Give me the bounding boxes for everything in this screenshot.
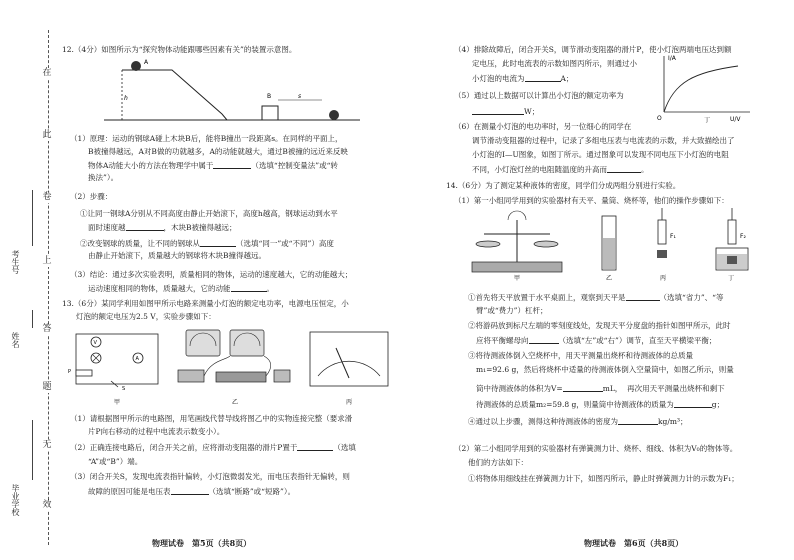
q14-1c-4: 待测液体的总质量m₂=59.8 g，则量筒中待测液体的质量为 g；	[476, 400, 725, 409]
spring-scale-c	[658, 220, 666, 244]
answer-blank[interactable]	[231, 283, 267, 292]
q13-3-line1: （3）闭合开关S，发现电流表指针偏转，小灯泡微弱发光，而电压表指针无偏转，则	[70, 472, 350, 481]
ball-end	[329, 110, 339, 120]
seal-char: 题	[38, 382, 56, 393]
page-footer-left: 物理试卷 第5页（共8页）	[152, 538, 252, 548]
q14-2c: ①将物体用细线挂在弹簧测力计下，如图丙所示，静止时弹簧测力计的示数为F₁；	[468, 474, 739, 483]
q13-figure	[66, 326, 402, 410]
q13-1-line1: （1）请根据图甲所示的电路图，用笔画线代替导线将图乙中的实物连接完整（要求滑	[70, 414, 353, 423]
svg-text:F₁: F₁	[670, 233, 676, 240]
q14-1-head: （1）第一小组同学用到的实验器材有天平、量筒、烧杯等，他们的操作步骤如下：	[454, 196, 729, 205]
answer-blank[interactable]	[171, 486, 209, 495]
q12-2-line3: ②改变钢球的质量，让不同的钢球从 （选填“同一”或“不同”）高度	[80, 239, 334, 248]
seal-dashed-line	[48, 30, 49, 545]
q13-4-line3: 小灯泡的电流为 A；	[472, 74, 574, 83]
q13-1-line2: 片P向右移动的过程中电流表示数变小）。	[88, 427, 225, 436]
graph-name: 丁	[704, 117, 711, 124]
q13-6-line2: 调节滑动变阻器的过程中，记录了多组电压表与电流表的示数，并大致描绘出了	[472, 136, 735, 145]
q12-2-head: （2）步骤：	[70, 192, 113, 201]
graph-origin: O	[657, 115, 662, 122]
answer-blank[interactable]	[297, 442, 333, 451]
rheostat-device	[216, 372, 266, 382]
q13-5-blank: W；	[472, 106, 539, 117]
iu-graph	[654, 52, 754, 124]
label-yi2: 乙	[606, 275, 613, 282]
q13-5: （5）通过以上数据可以计算出小灯泡的额定功率为	[454, 91, 624, 100]
lamp-device	[274, 370, 290, 382]
seal-char: 上	[38, 256, 56, 267]
q12-title: 12.（4分）如图所示为“探究物体动能跟哪些因素有关”的装置示意图。	[62, 45, 297, 54]
q12-figure	[102, 58, 362, 128]
q13-4-line1: （4）排除故障后，闭合开关S，调节滑动变阻器的滑片P，使小灯泡两端电压达到额	[454, 45, 732, 54]
page-footer-right: 物理试卷 第6页（共8页）	[584, 538, 684, 548]
label-a: A	[144, 59, 149, 66]
svg-text:S: S	[122, 386, 126, 392]
binding-margin	[0, 0, 60, 560]
q12-2-line2: 面时速度越 ，木块B被撞得越远；	[88, 223, 237, 232]
q14-2b: 他们的方法如下：	[468, 458, 528, 467]
q13-2-line2: “A”或“B”）端。	[88, 457, 143, 466]
answer-blank[interactable]	[472, 106, 524, 115]
label-yi: 乙	[232, 399, 239, 406]
school-field[interactable]	[6, 420, 30, 530]
graph-xlabel: U/V	[730, 116, 741, 123]
ball-a	[131, 61, 141, 71]
exam-number-field[interactable]	[6, 190, 30, 290]
label-b: B	[267, 93, 272, 100]
answer-blank[interactable]	[563, 383, 603, 392]
q12-2-line4: 由静止开始滚下，质量越大的钢球将木块B撞得越远。	[88, 251, 267, 260]
answer-blank[interactable]	[525, 73, 561, 82]
answer-blank[interactable]	[618, 416, 658, 425]
answer-blank[interactable]	[126, 222, 164, 231]
q14-1a: ①首先将天平放置于水平桌面上，观察到天平是 （选填“省力”、“等	[468, 293, 724, 302]
name-field[interactable]	[6, 310, 30, 390]
q12-3-line2: 运动速度相同的物体，质量越大，它的动能 。	[88, 284, 274, 293]
svg-text:A: A	[135, 356, 139, 362]
q12-3-line1: （3）结论：通过多次实验表明，质量相同的物体，运动的速度越大，它的动能越大；	[70, 270, 353, 279]
label-s: s	[298, 93, 302, 100]
rheostat-symbol	[76, 370, 92, 376]
q13-6-line4: 不同，小灯泡灯丝的电阻随温度的升高而 。	[472, 165, 649, 174]
battery-device	[178, 370, 204, 382]
exam-number-label: 考生号	[11, 250, 20, 274]
q14-1c-2: m₁=92.6 g，然后将烧杯中适量的待测液体倒入空量筒中，如图乙所示，则量	[476, 365, 734, 374]
label-jia: 甲	[114, 399, 121, 406]
answer-blank[interactable]	[674, 399, 712, 408]
block-b	[262, 106, 278, 120]
school-label: 毕业学校	[11, 484, 20, 516]
graph-ylabel: I/A	[668, 55, 676, 62]
svg-text:P: P	[68, 369, 72, 375]
seal-char: 无	[38, 440, 56, 451]
seal-char: 在	[38, 68, 56, 79]
ammeter-device	[186, 330, 220, 356]
balance-base	[472, 262, 562, 272]
q13-title: 13.（6分）某同学利用如图甲所示电路来测量小灯泡的额定电功率，电源电压恒定，小	[62, 299, 349, 308]
answer-blank[interactable]	[213, 160, 251, 169]
q13-2-line1: （2）正确连接电路后，闭合开关之前，应将滑动变阻器的滑片P置于 （选填	[70, 443, 356, 452]
seal-char: 效	[38, 500, 56, 511]
q12-1-line1: （1）原理：运动的钢球A碰上木块B后，能将B撞出一段距离s。在同样的平面上，	[70, 134, 343, 143]
q14-1c-3: 筒中待测液体的体积为V= mL， 再次用天平测量出烧杯和剩下	[476, 384, 725, 393]
answer-blank[interactable]	[607, 164, 641, 173]
q12-1-line2: B被撞得越远，A对B做的功就越多，A的动能就越大，通过B被撞的远近来反映	[88, 147, 348, 156]
left-column	[62, 0, 406, 560]
q13-title2: 灯泡的额定电压为2.5 V，实验步骤如下：	[76, 312, 216, 321]
q14-1c: ③将待测液体倒入空烧杯中，用天平测量出烧杯和待测液体的总质量	[468, 351, 693, 360]
q14-2a: （2）第二小组同学用到的实验器材有弹簧测力计、烧杯、细线、体积为V₀的物体等。	[454, 444, 738, 453]
answer-blank[interactable]	[529, 335, 559, 344]
label-ding: 丁	[728, 275, 735, 282]
seal-char: 此	[38, 130, 56, 141]
iu-curve	[664, 66, 738, 112]
spring-scale-d	[728, 220, 736, 244]
voltmeter-device	[230, 330, 264, 356]
seal-char: 卷	[38, 192, 56, 203]
q13-6-line3: 小灯泡的I—U图象，如图丁所示。通过图象可以发现不同电压下小灯泡的电阻	[472, 150, 729, 159]
q14-figure	[464, 208, 784, 282]
q12-2-line1: ①让同一钢球A分别从不同高度由静止开始滚下，高度h越高，钢球运动到水平	[80, 209, 338, 218]
svg-text:V: V	[93, 340, 97, 346]
q14-1d: ④通过以上步骤，测得这种待测液体的密度为 kg/m³；	[468, 417, 688, 426]
q14-title: 14.（6分）为了测定某种液体的密度，同学们分成两组分别进行实验。	[446, 181, 681, 190]
q14-1b: ②将游码放到标尺左端的零刻度线处，发现天平分度盘的指针如图甲所示，此时	[468, 321, 731, 330]
q14-1b-2: 应将平衡螺母向 （选填“左”或“右”）调节，直至天平横梁平衡；	[476, 336, 717, 345]
q14-1a-2: 臂”或“费力”）杠杆；	[476, 306, 548, 315]
q12-1-line3: 物体A动能大小的方法在物理学中属于 （选填“控制变量法”或“转	[88, 161, 338, 170]
label-bing: 丙	[346, 399, 353, 406]
answer-blank[interactable]	[200, 238, 236, 247]
answer-blank[interactable]	[626, 292, 660, 301]
q13-3-line2: 故障的原因可能是电压表 （选填“断路”或“短路”）。	[88, 487, 296, 496]
q12-1-line4: 换法”）。	[88, 173, 119, 182]
label-bing2: 丙	[660, 275, 667, 282]
q13-6-line1: （6）在测量小灯泡的电功率时，另一位细心的同学在	[454, 122, 632, 131]
name-label: 姓名	[11, 332, 20, 348]
seal-char: 答	[38, 324, 56, 335]
label-jia2: 甲	[514, 275, 521, 282]
right-column	[446, 0, 784, 560]
label-h: h	[124, 95, 128, 102]
svg-text:F₂: F₂	[740, 233, 746, 240]
q13-4-line2: 定电压，此时电流表的示数如图丙所示，则通过小	[472, 59, 637, 68]
